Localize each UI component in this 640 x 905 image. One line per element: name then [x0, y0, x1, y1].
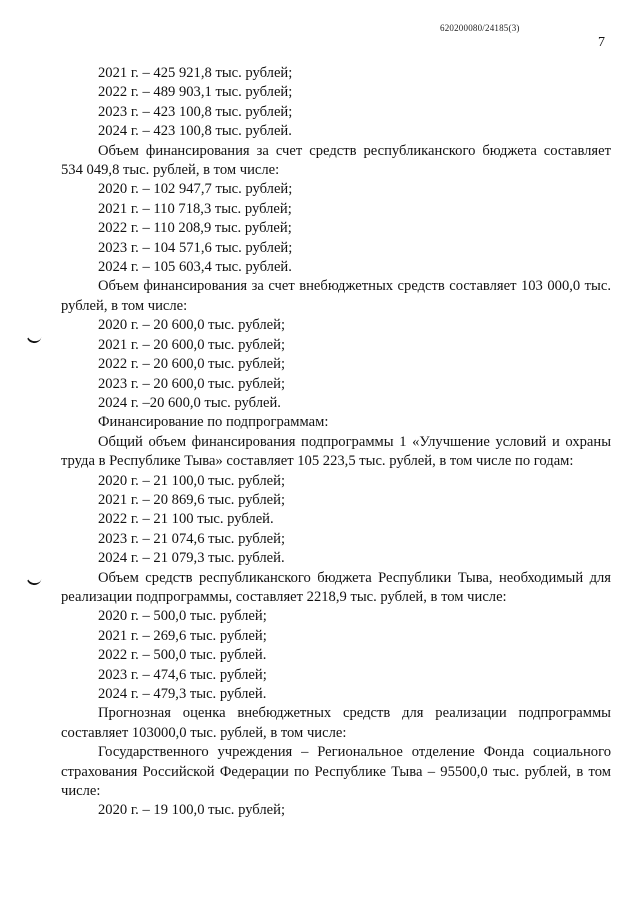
year-line: 2021 г. – 110 718,3 тыс. рублей; — [98, 200, 292, 217]
subprograms-heading: Финансирование по подпрограммам: — [98, 414, 329, 431]
year-line: 2022 г. – 21 100 тыс. рублей. — [98, 511, 274, 528]
year-line: 2020 г. – 20 600,0 тыс. рублей; — [98, 317, 285, 334]
year-line: 2024 г. – 479,3 тыс. рублей. — [98, 686, 267, 702]
year-line: 2024 г. –20 600,0 тыс. рублей. — [98, 394, 281, 411]
year-line: 2022 г. – 110 208,9 тыс. рублей; — [98, 220, 292, 237]
year-line: 2022 г. – 489 903,1 тыс. рублей; — [98, 84, 293, 101]
year-line: 2022 г. – 20 600,0 тыс. рублей; — [98, 356, 285, 373]
fss-paragraph: Государственного учреждения – Региональное отделение Фонда социального страхования Российской Федерации по Республике Тыва – 95500,0 тыс. рублей, в том числе: — [61, 744, 611, 800]
year-line: 2020 г. – 21 100,0 тыс. рублей; — [98, 472, 285, 489]
page-number: 7 — [598, 35, 605, 50]
year-line: 2023 г. – 423 100,8 тыс. рублей; — [98, 103, 293, 120]
year-line: 2023 г. – 21 074,6 тыс. рублей; — [98, 530, 285, 547]
year-line: 2023 г. – 20 600,0 тыс. рублей; — [98, 375, 285, 392]
year-line: 2023 г. – 104 571,6 тыс. рублей; — [98, 239, 293, 256]
year-line: 2020 г. – 500,0 тыс. рублей; — [98, 608, 267, 625]
extrabudget-paragraph: Объем финансирования за счет внебюджетных средств составляет 103 000,0 тыс. рублей, в том числе: — [61, 278, 611, 314]
year-line: 2020 г. – 102 947,7 тыс. рублей; — [98, 181, 293, 198]
year-line: 2021 г. – 20 869,6 тыс. рублей; — [98, 491, 285, 508]
margin-pen-mark — [25, 575, 42, 587]
year-line: 2024 г. – 423 100,8 тыс. рублей. — [98, 123, 292, 140]
year-line: 2021 г. – 269,6 тыс. рублей; — [98, 627, 267, 644]
forecast-paragraph: Прогнозная оценка внебюджетных средств для реализации подпрограммы составляет 103000,0 тыс. рублей, в том числе: — [61, 705, 611, 741]
subprogram1-paragraph: Общий объем финансирования подпрограммы 1 «Улучшение условий и охраны труда в Республике Тыва» составляет 105 223,5 тыс. рублей, в том числе по годам: — [61, 433, 611, 470]
republic-budget-paragraph: Объем финансирования за счет средств республиканского бюджета составляет 534 049,8 тыс. рублей, в том числе: — [61, 142, 611, 179]
document-code: 620200080/24185(3) — [440, 23, 520, 33]
year-line: 2023 г. – 474,6 тыс. рублей; — [98, 666, 267, 683]
year-line: 2021 г. – 20 600,0 тыс. рублей; — [98, 336, 285, 353]
subprogram1-republic-paragraph: Объем средств республиканского бюджета Республики Тыва, необходимый для реализации подпрограммы, составляет 2218,9 тыс. рублей, в том числе: — [61, 569, 611, 605]
year-line: 2024 г. – 21 079,3 тыс. рублей. — [98, 550, 285, 567]
year-line: 2022 г. – 500,0 тыс. рублей. — [98, 647, 267, 664]
year-line: 2021 г. – 425 921,8 тыс. рублей; — [98, 65, 293, 81]
year-line: 2020 г. – 19 100,0 тыс. рублей; — [98, 802, 285, 819]
margin-pen-mark — [25, 333, 42, 345]
year-line: 2024 г. – 105 603,4 тыс. рублей. — [98, 259, 292, 276]
document-body — [61, 64, 611, 821]
